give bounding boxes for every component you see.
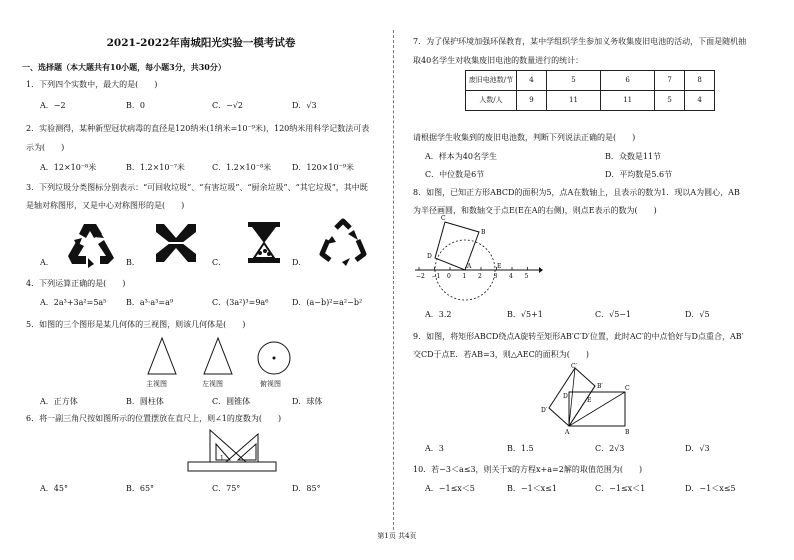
section-heading: 一、选择题（本大题共有10小题，每小题3分，共30分） (22, 62, 226, 72)
table-head-cell: 人数/人 (466, 91, 517, 111)
q1-stem: 1．下列四个实数中，最大的是( ) (26, 80, 158, 89)
table-cell: 11 (546, 91, 600, 111)
q2-option-d[interactable]: D．120×10⁻⁹米 (292, 163, 354, 172)
q6-option-d[interactable]: D．85° (292, 484, 321, 493)
q10-option-a[interactable]: A．−1≤x＜5 (425, 484, 475, 493)
table-cell: 9 (517, 91, 547, 111)
q2-option-b[interactable]: B．1.2×10⁻⁷米 (126, 163, 185, 172)
q4-option-c[interactable]: C．(3a²)³=9a⁶ (212, 298, 269, 307)
q7-stem-cont: 取40名学生对收集废旧电池的数量进行的统计： (413, 56, 584, 65)
q6-option-a[interactable]: A．45° (40, 484, 68, 493)
point-label-a: A (467, 263, 472, 270)
point-label-d: D (427, 253, 432, 260)
q8-option-d[interactable]: D．√5 (685, 310, 710, 319)
point-label-b-prime: B′ (597, 383, 603, 390)
q5-option-a[interactable]: A．正方体 (40, 397, 78, 406)
recyclable-icon (64, 220, 116, 266)
q9-option-a[interactable]: A．3 (425, 444, 444, 453)
q10-option-b[interactable]: B．−1＜x≤1 (507, 484, 557, 493)
set-square-figure (186, 426, 278, 476)
q9-stem-cont: 交CD于点E．若AB=3，则△AEC的面积为( ) (413, 350, 589, 359)
q5-stem: 5．如图的三个图形是某几何体的三视图，则该几何体是( ) (26, 320, 246, 329)
point-label-c-prime: C′ (571, 363, 577, 370)
q9-stem: 9．如图，将矩形ABCD绕点A旋转至矩形AB′C′D′位置，此时AC′的中点恰好与D点重合，AB′ (413, 332, 744, 341)
q3-option-c[interactable]: C． (212, 258, 227, 267)
svg-text:1: 1 (220, 455, 224, 462)
q2-stem: 2．实验测得，某种新型冠状病毒的直径是120纳米(1纳米=10⁻⁹米)，120纳米用科学记数法可表 (26, 124, 370, 133)
hazardous-icon (154, 220, 198, 266)
q1-option-b[interactable]: B．0 (126, 101, 145, 110)
q1-option-a[interactable]: A．−2 (40, 101, 66, 110)
q4-option-d[interactable]: D．(a−b)²=a²−b² (292, 298, 363, 307)
column-divider (393, 30, 394, 530)
q2-option-c[interactable]: C．1.2×10⁻⁸米 (212, 163, 272, 172)
q7-option-a[interactable]: A．样本为40名学生 (425, 152, 497, 161)
point-label-d: D (563, 393, 568, 400)
q8-option-b[interactable]: B．√5+1 (507, 310, 543, 319)
table-head-cell: 废旧电池数/节 (466, 71, 517, 91)
point-label-e: E (587, 397, 592, 404)
q10-stem: 10．若−3＜a≤3，则关于x的方程x+a=2解的取值范围为( ) (413, 465, 643, 474)
kitchen-waste-icon (244, 220, 284, 266)
q7-stem: 7．为了保护环境加强环保教育，某中学组织学生参加义务收集废旧电池的活动，下面是随机抽 (413, 37, 747, 46)
axis-tick-label: 5 (524, 273, 529, 280)
battery-table (465, 70, 715, 111)
point-label-c: C (441, 215, 446, 222)
q6-option-c[interactable]: C．75° (212, 484, 241, 493)
q2-option-a[interactable]: A．12×10⁻⁸米 (40, 163, 97, 172)
point-label-c: C (625, 385, 630, 392)
side-view-triangle (202, 336, 236, 376)
q6-stem: 6．将一副三角尺按如图所示的位置摆放在直尺上，则∠1的度数为( ) (26, 414, 282, 423)
table-cell: 5 (546, 71, 600, 91)
table-cell: 11 (601, 91, 655, 111)
q3-stem: 3．下列垃圾分类图标分别表示：“可回收垃圾”、“有害垃圾”、“厨余垃圾”、“其它垃圾”，其中既 (26, 183, 368, 192)
number-line-figure (413, 215, 543, 302)
top-view-label: 俯视图 (260, 380, 281, 388)
q8-stem-cont: 为半径画圆，和数轴交于点E(E在A的右侧)，则点E表示的数为( ) (413, 206, 657, 215)
table-cell: 4 (685, 91, 715, 111)
q7-option-c[interactable]: C．中位数是6节 (425, 170, 485, 179)
q8-stem: 8．如图，已知正方形ABCD的面积为5，点A在数轴上，且表示的数为1．现以A为圆心，AB (413, 188, 740, 197)
front-view-label: 主视图 (146, 380, 167, 388)
q7-question: 请根据学生收集到的废旧电池数，判断下列说法正确的是( ) (413, 133, 636, 142)
axis-tick-label: −1 (431, 273, 441, 280)
other-waste-icon (318, 218, 368, 266)
q9-option-c[interactable]: C．2√3 (595, 444, 625, 453)
point-label-b: B (481, 229, 486, 236)
q2-stem-cont: 示为( ) (26, 143, 65, 152)
point-label-e: E (497, 263, 502, 270)
q5-option-b[interactable]: B．圆柱体 (126, 397, 164, 406)
axis-tick-label: 1 (462, 273, 467, 280)
q1-option-d[interactable]: D．√3 (292, 101, 317, 110)
q8-option-a[interactable]: A．3.2 (425, 310, 452, 319)
page-title: 2021-2022年南城阳光实验一模考试卷 (106, 37, 296, 49)
q9-option-d[interactable]: D．√3 (685, 444, 710, 453)
q4-option-b[interactable]: B．a³·a³=a⁹ (126, 298, 174, 307)
q8-option-c[interactable]: C．√5−1 (595, 310, 632, 319)
table-cell: 7 (655, 71, 685, 91)
q9-option-b[interactable]: B．1.5 (507, 444, 534, 453)
page-footer: 第1页 共4页 (377, 532, 417, 540)
q7-option-b[interactable]: B．众数是11节 (605, 152, 662, 161)
q10-option-c[interactable]: C．−1≤x＜1 (595, 484, 646, 493)
table-cell: 6 (601, 71, 655, 91)
point-label-b: B (625, 429, 630, 436)
q10-option-d[interactable]: D．−1＜x≤5 (685, 484, 736, 493)
table-cell: 5 (655, 91, 685, 111)
q5-option-c[interactable]: C．圆锥体 (212, 397, 251, 406)
q4-stem: 4．下列运算正确的是( ) (26, 279, 126, 288)
point-label-d-prime: D′ (541, 407, 548, 414)
axis-tick-label: 3 (493, 273, 498, 280)
top-view-circle (256, 340, 292, 376)
q4-option-a[interactable]: A．2a³+3a²=5a⁵ (40, 298, 107, 307)
q3-stem-cont: 是轴对称图形，又是中心对称图形的是( ) (26, 201, 185, 210)
axis-tick-label: 4 (509, 273, 513, 280)
table-cell: 4 (517, 71, 547, 91)
q7-option-d[interactable]: D．平均数是5.6节 (605, 170, 673, 179)
front-view-triangle (146, 336, 180, 376)
q3-option-b[interactable]: B． (126, 258, 140, 267)
point-label-a: A (565, 429, 570, 436)
q3-option-a[interactable]: A． (40, 258, 54, 267)
side-view-label: 左视图 (202, 380, 223, 388)
q1-option-c[interactable]: C．−√2 (212, 101, 244, 110)
rotated-rectangle-figure (535, 364, 635, 436)
q5-option-d[interactable]: D．球体 (292, 397, 323, 406)
q3-option-d[interactable]: D． (292, 258, 307, 267)
axis-tick-label: 0 (447, 273, 451, 280)
q6-option-b[interactable]: B．65° (126, 484, 155, 493)
axis-tick-label: −2 (416, 273, 425, 280)
table-cell: 8 (685, 71, 715, 91)
axis-tick-label: 2 (478, 273, 482, 280)
